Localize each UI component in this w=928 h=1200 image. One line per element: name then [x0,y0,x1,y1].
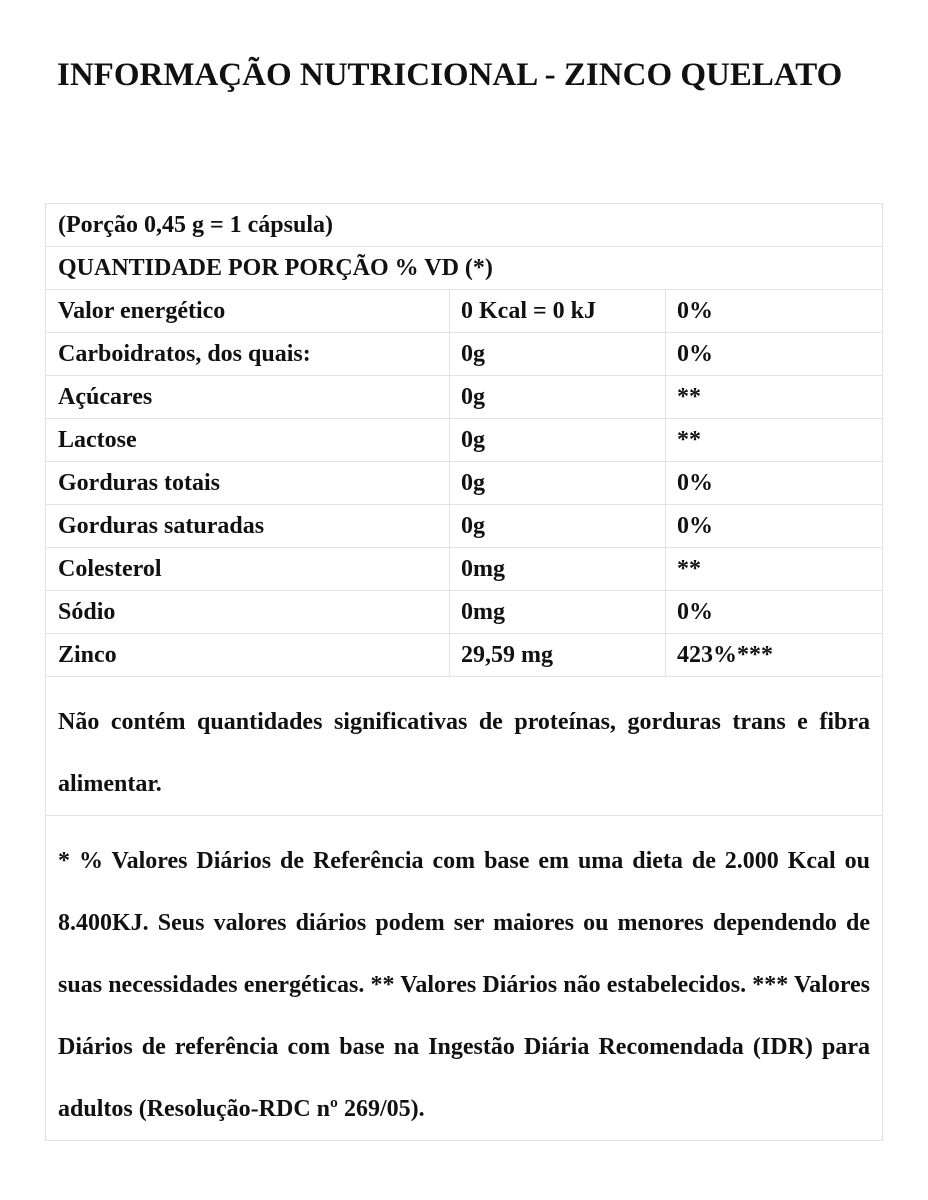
table-row [46,419,883,462]
nutrient-name: Lactose [46,419,450,462]
table-row [46,376,883,419]
table-row [46,591,883,634]
nutrient-daily-value: ** [666,419,883,462]
daily-value-footnote: * % Valores Diários de Referência com base em uma dieta de 2.000 Kcal ou 8.400KJ. Seus valores diários podem ser maiores ou menores dependendo de suas necessidades energéticas. ** Valores Diários não estabelecidos. *** Valores Diários de referência com base na Ingestão Diária Recomendada (IDR) para adultos (Resolução-RDC nº 269/05). [58,848,871,1122]
header-row [46,247,883,290]
nutrient-daily-value: 0% [666,290,883,333]
nutrient-daily-value: 0% [666,462,883,505]
note-row [46,677,883,816]
page-title: INFORMAÇÃO NUTRICIONAL - ZINCO QUELATO [57,57,843,93]
nutrient-amount: 0g [450,462,666,505]
nutrient-daily-value: 0% [666,591,883,634]
nutrient-name: Sódio [46,591,450,634]
table-row [46,505,883,548]
table-row [46,333,883,376]
nutrient-amount: 0mg [450,548,666,591]
nutrient-name: Gorduras saturadas [46,505,450,548]
nutrient-amount: 0g [450,376,666,419]
nutrient-amount: 0mg [450,591,666,634]
nutrient-name: Carboidratos, dos quais: [46,333,450,376]
nutrient-daily-value: 0% [666,505,883,548]
table-row [46,634,883,677]
table-header-text: QUANTIDADE POR PORÇÃO % VD (*) [46,247,883,290]
nutrition-note: Não contém quantidades significativas de proteínas, gorduras trans e fibra alimentar. [58,709,871,797]
nutrient-amount: 0g [450,505,666,548]
table-row [46,462,883,505]
portion-text: (Porção 0,45 g = 1 cápsula) [46,204,883,247]
nutrient-amount: 29,59 mg [450,634,666,677]
nutrient-name: Colesterol [46,548,450,591]
nutrient-daily-value: 423%*** [666,634,883,677]
nutrient-daily-value: ** [666,548,883,591]
nutrient-amount: 0 Kcal = 0 kJ [450,290,666,333]
nutrient-daily-value: 0% [666,333,883,376]
table-row [46,290,883,333]
nutrient-amount: 0g [450,419,666,462]
table-row [46,548,883,591]
portion-row [46,204,883,247]
nutrient-daily-value: ** [666,376,883,419]
nutrient-name: Gorduras totais [46,462,450,505]
nutrition-facts-table [45,203,883,1141]
nutrient-name: Zinco [46,634,450,677]
footnote-row [46,816,883,1141]
nutrient-amount: 0g [450,333,666,376]
nutrient-name: Valor energético [46,290,450,333]
nutrient-name: Açúcares [46,376,450,419]
